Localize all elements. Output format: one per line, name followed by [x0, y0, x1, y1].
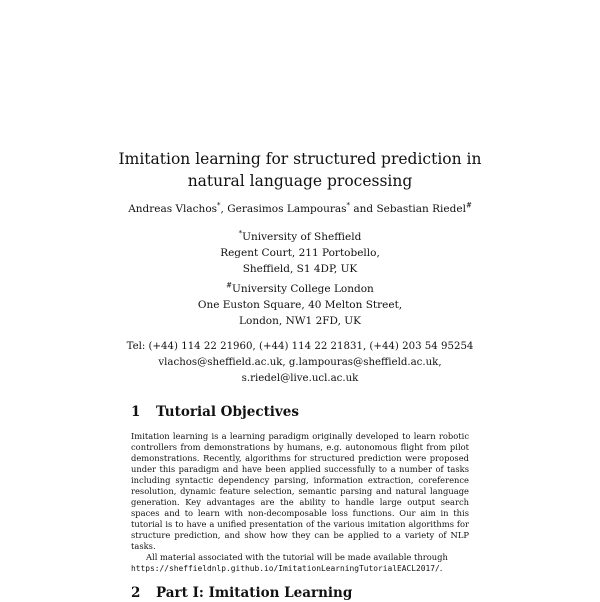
section-title: Part I: Imitation Learning: [156, 585, 353, 601]
section-number: 1: [131, 404, 141, 420]
section-heading: [131, 403, 299, 421]
affiliation-name-text: University of Sheffield: [242, 231, 362, 243]
affiliation-mark: #: [226, 281, 233, 290]
section-body: [131, 431, 469, 574]
author-name: Andreas Vlachos: [128, 203, 218, 215]
author-separator: ,: [220, 203, 228, 215]
affiliation-ucl: [100, 281, 500, 329]
telephone-numbers: Tel: (+44) 114 22 21960, (+44) 114 22 21831, (+44) 203 54 95254: [126, 341, 474, 352]
author-name: Gerasimos Lampouras: [227, 203, 347, 215]
paper-title: [100, 148, 500, 192]
paragraph: [131, 552, 469, 574]
email-addresses: s.riedel@live.ucl.ac.uk: [241, 373, 359, 384]
contact-info: [100, 339, 500, 387]
section-heading: [131, 584, 352, 602]
sentence-end: .: [439, 563, 443, 573]
affiliation-name-text: University College London: [232, 283, 374, 295]
affiliation-sheffield: [100, 229, 500, 277]
paragraph: Imitation learning is a learning paradigm originally developed to learn robotic controllers from demonstrations by humans, e.g. autonomous flight from pilot demonstrations. Recently, algorithms for structured prediction were proposed under this paradigm and have been applied successfully to a number of tasks including syntactic dependency parsing, information extraction, coreference resolution, dynamic feature selection, semantic parsing and natural language generation. Key advantages are the ability to handle large output search spaces and to learn with non-decomposable loss functions. Our aim in this tutorial is to have a unified presentation of the various imitation algorithms for structure prediction, and show how they can be applied to a variety of NLP tasks.: [131, 431, 469, 551]
affiliation-name: [100, 229, 500, 245]
author-mark: *: [346, 201, 351, 210]
title-line-1: Imitation learning for structured prediction in: [118, 150, 482, 168]
email-addresses: vlachos@sheffield.ac.uk, g.lampouras@sheffield.ac.uk,: [158, 357, 442, 368]
author-name: Sebastian Riedel: [376, 203, 466, 215]
affiliation-address: Regent Court, 211 Portobello,: [220, 247, 380, 259]
affiliation-address: One Euston Square, 40 Melton Street,: [197, 299, 403, 311]
affiliation-mark: *: [238, 229, 243, 238]
affiliation-name: [100, 281, 500, 297]
tutorial-url[interactable]: https://sheffieldnlp.github.io/ImitationLearningTutorialEACL2017/: [131, 564, 440, 573]
section-title: Tutorial Objectives: [156, 404, 299, 420]
paragraph-text: All material associated with the tutorial will be made available through: [146, 552, 448, 562]
author-list: [60, 202, 540, 216]
author-mark: #: [465, 201, 472, 210]
title-line-2: natural language processing: [187, 172, 413, 190]
affiliation-city: London, NW1 2FD, UK: [239, 315, 361, 327]
author-separator: and: [350, 203, 377, 215]
affiliation-city: Sheffield, S1 4DP, UK: [242, 263, 358, 275]
section-number: 2: [131, 585, 141, 601]
author-mark: *: [217, 201, 221, 210]
